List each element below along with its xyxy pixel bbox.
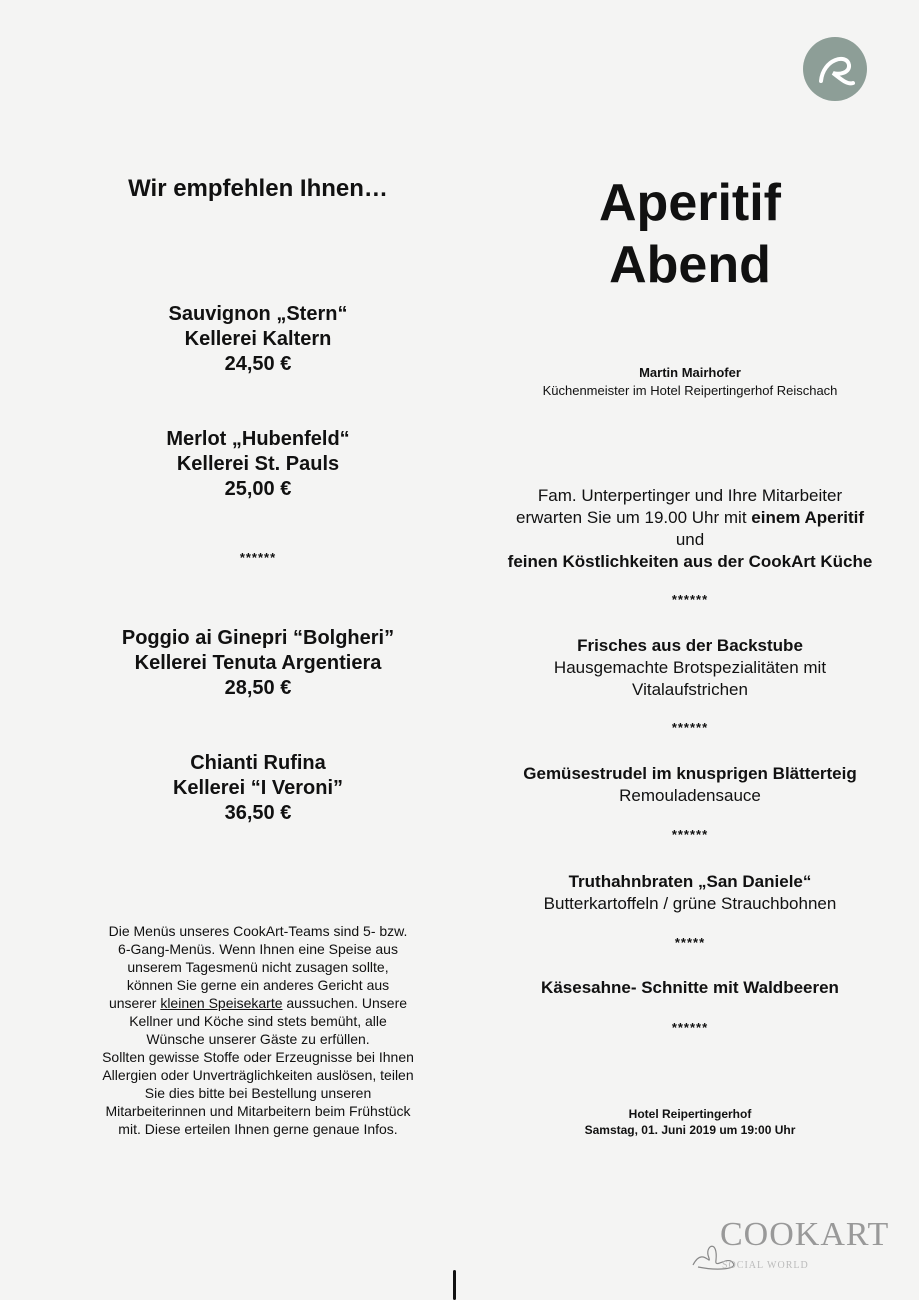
course-title: Truthahnbraten „San Daniele“ [568,872,812,891]
wine-price: 28,50 € [224,677,292,699]
note-line: Allergien oder Unverträglichkeiten auslösen, teilen [102,1067,414,1083]
wine-name: Merlot „Hubenfeld“ [166,428,350,450]
wine-name: Poggio ai Ginepri “Bolgheri” [121,627,395,649]
brand-logo-icon [803,37,867,101]
note-line: 6-Gang-Menüs. Wenn Ihnen eine Speise aus [118,941,398,957]
note-line [58,994,458,1012]
chef-info [470,364,910,400]
intro-line: und [675,530,705,549]
wine-item [58,302,458,377]
note-line: Mitarbeiterinnen und Mitarbeitern beim Frühstück [105,1103,411,1119]
event-footer [470,1106,910,1138]
wine-producer: Kellerei Kaltern [184,328,332,350]
intro-text-bold: einem Aperitif [751,508,864,527]
title-line: Abend [609,236,771,294]
separator: ****** [671,827,709,842]
paper-fold-mark [453,1270,456,1300]
course-item [470,763,910,807]
title-line: Aperitif [599,174,781,232]
footer-date: Samstag, 01. Juni 2019 um 19:00 Uhr [584,1123,796,1137]
intro-line: feinen Köstlichkeiten aus der CookArt Küche [507,552,873,571]
course-title: Käsesahne- Schnitte mit Waldbeeren [541,978,839,997]
chef-name: Martin Mairhofer [639,365,741,380]
wine-producer: Kellerei St. Pauls [176,453,340,475]
note-line: unserem Tagesmenü nicht zusagen sollte, [127,959,389,975]
cookart-brand: COOKART [720,1216,890,1253]
course-item [470,635,910,701]
separator: ****** [671,592,709,607]
note-line: Sie dies bitte bei Bestellung unseren [144,1085,372,1101]
course-item [470,871,910,915]
course-desc: Butterkartoffeln / grüne Strauchbohnen [543,894,837,913]
intro-line [470,507,910,529]
separator: ****** [671,720,709,735]
wine-producer: Kellerei Tenuta Argentiera [134,652,382,674]
wine-name: Chianti Rufina [190,752,326,774]
intro-text [470,485,910,573]
wine-item [58,427,458,502]
footer-hotel: Hotel Reipertingerhof [628,1107,752,1121]
note-line: können Sie gerne ein anderes Gericht aus [126,977,390,993]
intro-line: Fam. Unterpertinger und Ihre Mitarbeiter [537,486,843,505]
wine-price: 24,50 € [224,353,292,375]
course-desc: Hausgemachte Brotspezialitäten mit [553,658,827,677]
course-desc: Remouladensauce [619,786,761,805]
page-title [470,172,910,296]
wine-price: 25,00 € [224,478,292,500]
separator: ***** [674,935,706,950]
note-line: Wünsche unserer Gäste zu erfüllen. [146,1031,370,1047]
speisekarte-link[interactable]: kleinen Speisekarte [160,995,283,1011]
note-text: unserer [108,995,161,1011]
note-line: Die Menüs unseres CookArt-Teams sind 5- bzw. [108,923,408,939]
course-item [470,977,910,999]
course-title: Gemüsestrudel im knusprigen Blätterteig [523,764,857,783]
cookart-brand-sub: SOCIAL WORLD [722,1260,809,1271]
note-text: aussuchen. Unsere [282,995,408,1011]
recommend-heading: Wir empfehlen Ihnen… [128,175,388,202]
chef-role: Küchenmeister im Hotel Reipertingerhof Reischach [542,383,838,398]
intro-text-part: erwarten Sie um 19.00 Uhr mit [516,508,752,527]
course-title: Frisches aus der Backstube [577,636,803,655]
wine-producer: Kellerei “I Veroni” [172,777,344,799]
separator: ****** [671,1020,709,1035]
wine-item [58,626,458,701]
course-desc: Vitalaufstrichen [632,680,748,699]
note-line: Kellner und Köche sind stets bemüht, alle [129,1013,387,1029]
note-line: Sollten gewisse Stoffe oder Erzeugnisse bei Ihnen [102,1049,414,1065]
note-line: mit. Diese erteilen Ihnen gerne genaue Infos. [118,1121,398,1137]
wine-item [58,751,458,826]
menu-note [58,922,458,1138]
separator: ****** [239,550,277,565]
wine-price: 36,50 € [224,802,292,824]
wine-name: Sauvignon „Stern“ [168,303,348,325]
